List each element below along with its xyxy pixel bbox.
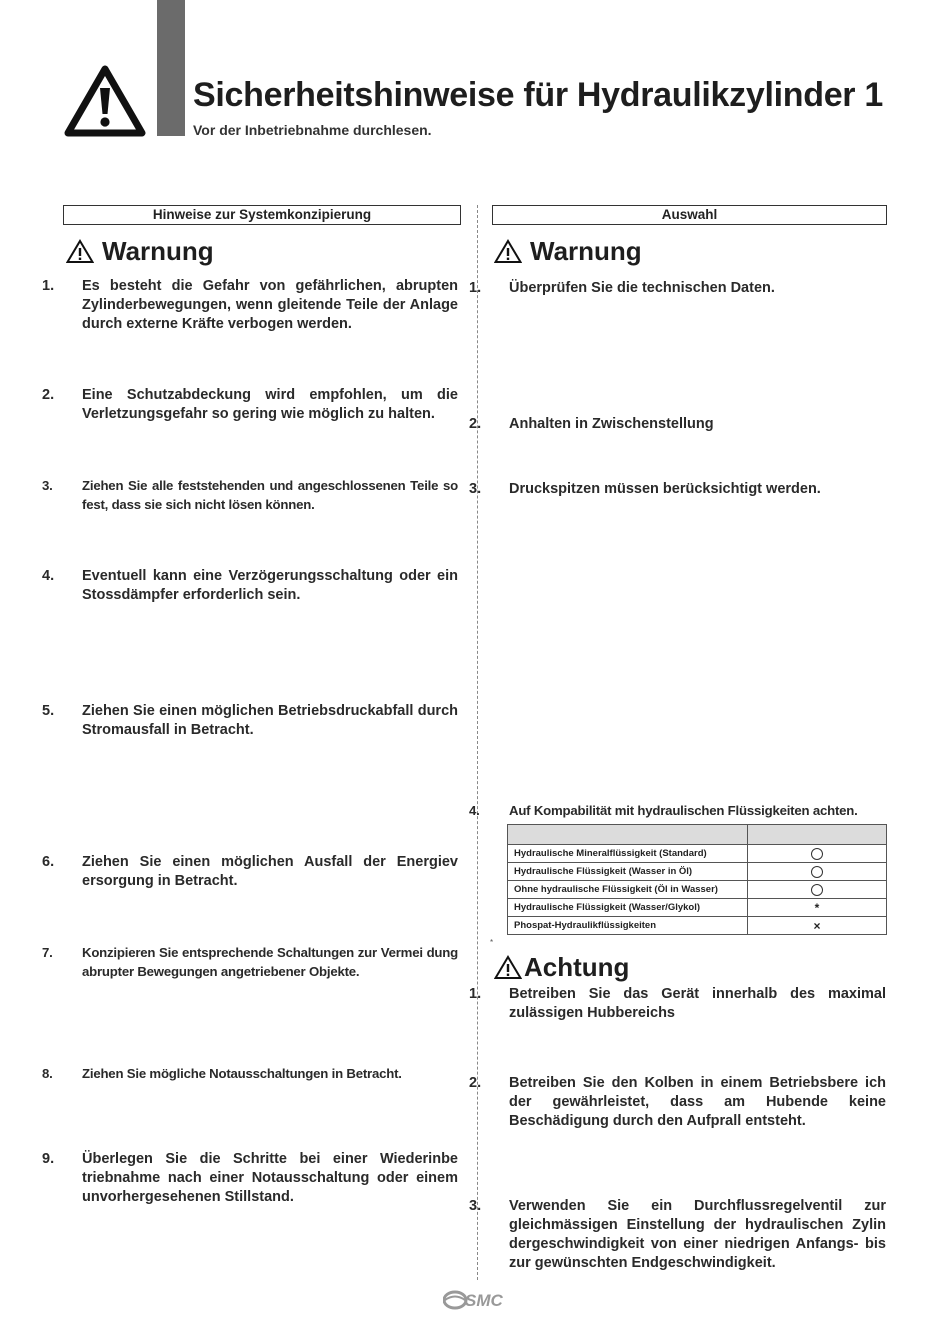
circle-icon (811, 866, 823, 878)
list-item: 7. Konzipieren Sie entsprechende Schaltungen zur Vermei dung abrupter Bewegungen angetriebener Objekte. (42, 945, 458, 979)
section-label-system-design: Hinweise zur Systemkonzipierung (63, 205, 461, 225)
list-item: 4. Auf Kompabilität mit hydraulischen Flüssigkeiten achten. (469, 803, 858, 818)
list-item: 3. Druckspitzen müssen berücksichtigt werden. (469, 481, 821, 497)
table-row (508, 845, 887, 863)
warning-heading-text: Warnung (102, 236, 214, 266)
fluid-name-cell: Hydraulische Flüssigkeit (Wasser in Öl) (508, 863, 748, 881)
warning-heading-text: Warnung (530, 236, 642, 266)
table-header-row (508, 825, 887, 845)
circle-icon (811, 884, 823, 896)
table-header-cell (508, 825, 748, 845)
table-row (508, 863, 887, 881)
svg-text:SMC: SMC (465, 1291, 503, 1310)
page-subtitle: Vor der Inbetriebnahme durchlesen. (193, 122, 432, 138)
compatibility-cell: * (748, 899, 887, 917)
circle-icon (811, 848, 823, 860)
fluid-compatibility-table (507, 824, 887, 935)
smc-logo (443, 1289, 509, 1311)
warning-triangle-icon (64, 64, 146, 138)
list-item: 2. Anhalten in Zwischenstellung (469, 416, 714, 432)
list-item: 1. Überprüfen Sie die technischen Daten. (469, 280, 775, 296)
warning-icon (494, 239, 522, 264)
table-row (508, 881, 887, 899)
list-item: 8. Ziehen Sie mögliche Notausschaltungen in Betracht. (42, 1066, 402, 1081)
list-item: 5. Ziehen Sie einen möglichen Betriebsdruckabfall durch Stromausfall in Betracht. (42, 703, 458, 738)
list-item: 6. Ziehen Sie einen möglichen Ausfall der Energiev ersorgung in Betracht. (42, 854, 458, 889)
column-divider (477, 205, 478, 1280)
fluid-name-cell: Phospat-Hydraulikflüssigkeiten (508, 917, 748, 935)
warning-icon (66, 239, 94, 264)
table-header-cell (748, 825, 887, 845)
fluid-name-cell: Hydraulische Mineralflüssigkeit (Standard) (508, 845, 748, 863)
section-label-selection: Auswahl (492, 205, 887, 225)
list-item: 9. Überlegen Sie die Schritte bei einer Wiederinbe triebnahme nach einer Notausschaltung oder einem unvorhergesehenen Stillstand. (42, 1151, 458, 1205)
page-title: Sicherheitshinweise für Hydraulikzylinder 1 (193, 76, 883, 114)
right-warning-heading (494, 236, 642, 267)
list-item: 2. Eine Schutzabdeckung wird empfohlen, um die Verletzungsgefahr so gering wie möglich zu halten. (42, 387, 458, 422)
fluid-name-cell: Hydraulische Flüssigkeit (Wasser/Glykol) (508, 899, 748, 917)
left-warning-heading (66, 236, 214, 267)
table-row (508, 917, 887, 935)
list-item: 1. Betreiben Sie das Gerät innerhalb des maximal zulässigen Hubbereichs (469, 986, 886, 1021)
compatibility-cell: × (748, 917, 887, 935)
footnote-mark: * (490, 938, 494, 947)
list-item: 4. Eventuell kann eine Verzögerungsschaltung oder ein Stossdämpfer erforderlich sein. (42, 568, 458, 603)
compatibility-cell (748, 863, 887, 881)
caution-heading-text: Achtung (524, 952, 630, 982)
fluid-name-cell: Ohne hydraulische Flüssigkeit (Öl in Wasser) (508, 881, 748, 899)
list-item: 2. Betreiben Sie den Kolben in einem Betriebsbere ich der gewährleistet, dass am Hubende keine Beschädigung durch den Aufprall entsteht. (469, 1075, 886, 1129)
compatibility-cell (748, 845, 887, 863)
list-item: 3. Ziehen Sie alle feststehenden und angeschlossenen Teile so fest, dass sie sich nicht lösen können. (42, 478, 458, 512)
warning-icon (494, 955, 522, 980)
title-accent-bar (157, 0, 185, 136)
caution-heading (494, 952, 629, 983)
table-row (508, 899, 887, 917)
list-item: 1. Es besteht die Gefahr von gefährlichen, abrupten Zylinderbewegungen, wenn gleitende Teile der Anlage durch externe Kräfte verbogen werden. (42, 278, 458, 332)
list-item: 3. Verwenden Sie ein Durchflussregelventil zur gleichmässigen Einstellung der hydraulischen Zylin dergeschwindigkeit von einer niedrigen Anfangs- bis zur gewünschten Endgeschwindigkeit. (469, 1198, 886, 1271)
compatibility-cell (748, 881, 887, 899)
